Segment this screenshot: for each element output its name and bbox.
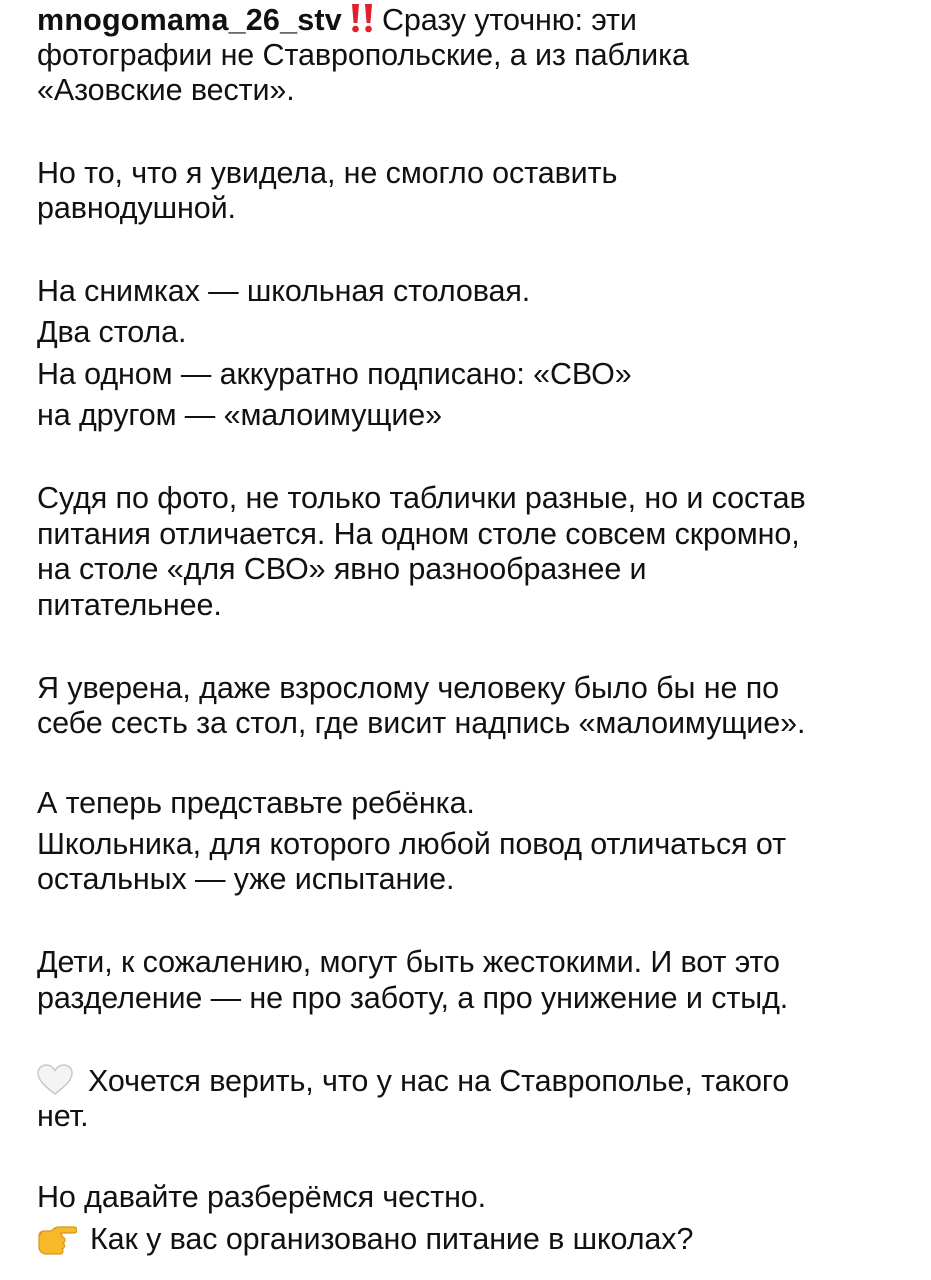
caption-text: Хочется верить, что у нас на Ставрополье, такого [88, 1064, 790, 1098]
caption-line-18: остальных — уже испытание. [37, 862, 455, 896]
caption-line-21 [37, 1064, 789, 1099]
caption-line-8: На одном — аккуратно подписано: «СВО» [37, 357, 632, 391]
caption-line-16: А теперь представьте ребёнка. [37, 786, 475, 820]
caption-line-7: Два стола. [37, 315, 187, 349]
caption-line-13: питательнее. [37, 588, 222, 622]
caption-line-17: Школьника, для которого любой повод отличаться от [37, 827, 786, 861]
caption-line-19: Дети, к сожалению, могут быть жестокими. И вот это [37, 945, 780, 979]
caption-text: Как у вас организовано питание в школах? [90, 1222, 694, 1256]
caption-line-22: нет. [37, 1099, 89, 1133]
white-heart-icon [37, 1064, 73, 1096]
caption-line-4: Но то, что я увидела, не смогло оставить [37, 156, 618, 190]
caption-line-14: Я уверена, даже взрослому человеку было бы не по [37, 671, 779, 705]
caption-line-2: фотографии не Ставропольские, а из паблика [37, 38, 689, 72]
caption-line-15: себе сесть за стол, где висит надпись «малоимущие». [37, 706, 806, 740]
caption-line-6: На снимках — школьная столовая. [37, 274, 531, 308]
caption-line-12: на столе «для СВО» явно разнообразнее и [37, 552, 647, 586]
caption-line-9: на другом — «малоимущие» [37, 398, 443, 432]
pointing-right-hand-icon [37, 1223, 77, 1255]
caption-line-10: Судя по фото, не только таблички разные, но и состав [37, 481, 806, 515]
username[interactable]: mnogomama_26_stv [37, 3, 342, 37]
caption-line-20: разделение — не про заботу, а про унижение и стыд. [37, 981, 789, 1015]
caption-line-3: «Азовские вести». [37, 73, 295, 107]
caption-line-1 [37, 3, 637, 38]
caption-line-23: Но давайте разберёмся честно. [37, 1180, 487, 1214]
caption-line-5: равнодушной. [37, 191, 236, 225]
caption-text: Сразу уточню: эти [381, 3, 637, 37]
caption-line-11: питания отличается. На одном столе совсем скромно, [37, 517, 800, 551]
caption-line-24 [37, 1222, 693, 1257]
double-exclamation-icon [345, 3, 381, 33]
